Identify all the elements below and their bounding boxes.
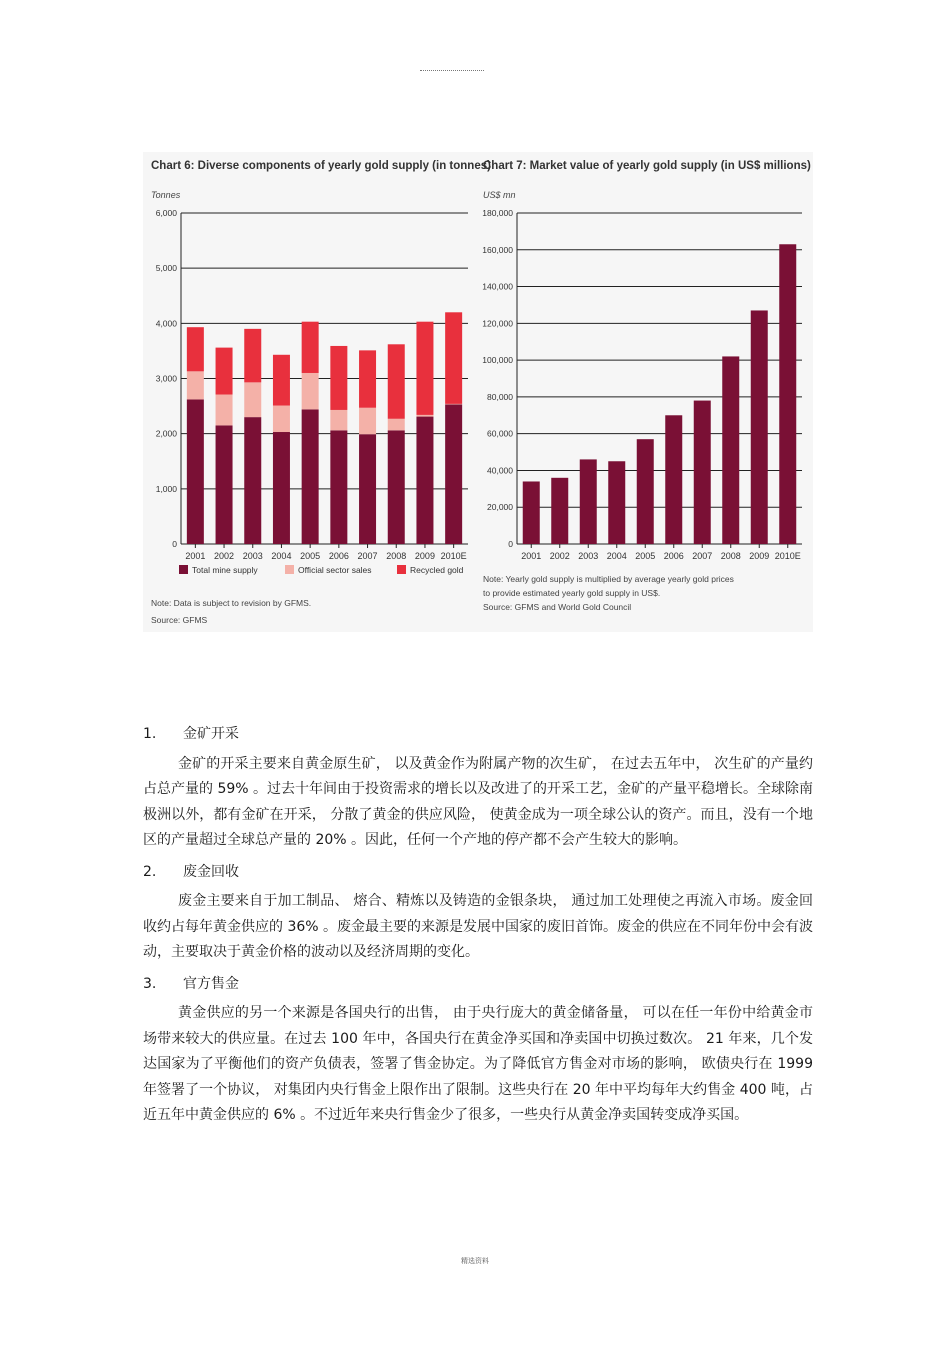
legend-swatch [179,565,188,574]
section-heading [143,860,813,886]
bar-recycled-gold [216,348,233,395]
bar-recycled-gold [187,327,204,371]
chart-note: Note: Yearly gold supply is multiplied by average yearly gold prices [483,574,734,584]
bar-total-mine-supply [359,434,376,544]
chart-note: to provide estimated yearly gold supply in US$. [483,588,661,598]
x-tick-label: 2005 [300,551,321,561]
bar-market-value [722,356,739,544]
x-tick-label: 2010E [774,551,801,561]
section-title: 废金回收 [183,863,239,880]
section-paragraph: 废金主要来自于加工制品、 熔合、精炼以及铸造的金银条块， 通过加工处理使之再流入市场。废金回收约占每年黄金供应的 36% 。废金最主要的来源是发展中国家的废旧首饰。废金的供应在不同年份中会有波动，主要取决于黄金价格的波动以及经济周期的变化。 [143,893,814,960]
bar-recycled-gold [445,312,462,404]
x-tick-label: 2003 [242,551,263,561]
bar-market-value [580,459,597,544]
x-tick-label: 2008 [720,551,741,561]
bar-total-mine-supply [330,430,347,544]
x-tick-label: 2007 [692,551,713,561]
chart-note: Source: GFMS and World Gold Council [483,602,632,612]
x-tick-label: 2001 [521,551,542,561]
bar-official-sector-sales [187,371,204,399]
legend-swatch [397,565,406,574]
chart-title: Chart 6: Diverse components of yearly gold supply (in tonnes) [151,160,491,172]
y-tick-label: 60,000 [487,428,513,439]
bar-official-sector-sales [216,394,233,425]
y-tick-label: 4,000 [155,318,177,329]
x-tick-label: 2001 [185,551,206,561]
bar-official-sector-sales [359,408,376,434]
x-tick-label: 2007 [357,551,378,561]
bar-total-mine-supply [216,425,233,544]
y-tick-label: 40,000 [487,465,513,476]
bar-market-value [694,401,711,544]
bar-recycled-gold [330,346,347,410]
bar-market-value [751,310,768,544]
chart-title: Chart 7: Market value of yearly gold supply (in US$ millions) [483,160,811,172]
header-rule [420,70,484,71]
x-tick-label: 2010E [440,551,467,561]
x-tick-label: 2008 [386,551,407,561]
bar-official-sector-sales [302,373,319,409]
section-number: 1. [143,726,157,742]
bar-market-value [665,415,682,544]
y-tick-label: 160,000 [482,244,513,255]
chart-note: Source: GFMS [151,615,208,625]
y-axis-label: Tonnes [151,190,181,200]
x-tick-label: 2004 [606,551,627,561]
bar-recycled-gold [416,322,433,415]
bar-market-value [608,461,625,544]
bar-official-sector-sales [445,404,462,405]
x-tick-label: 2006 [328,551,349,561]
y-tick-label: 180,000 [482,208,513,218]
section-3 [143,972,813,1129]
y-tick-label: 2,000 [155,428,177,439]
bar-total-mine-supply [388,430,405,544]
page-footer: 精选资料 [461,1257,489,1265]
section-heading [143,972,813,998]
bar-total-mine-supply [302,409,319,544]
y-tick-label: 1,000 [155,483,177,494]
y-tick-label: 3,000 [155,373,177,384]
section-paragraph: 黄金供应的另一个来源是各国央行的出售， 由于央行庞大的黄金储备量， 可以在任一年份中给黄金市场带来较大的供应量。在过去 100 年中，各国央行在黄金净买国和净卖国中切换过数次。 21 年来，几个发达国家为了平衡他们的资产负债表，签署了售金协定。为了降低官方售金对市场的影响， 欧债央行在 1999 年签署了一个协议， 对集团内央行售金上限作出了限制。这些央行在 20 年中平均每年大约售金 400 吨，占近五年中黄金供应的 6% 。不过近年来央行售金少了很多，一些央行从黄金净卖国转变成净买国。 [143,1005,813,1123]
bar-recycled-gold [302,322,319,373]
bar-official-sector-sales [244,382,261,417]
section-1 [143,722,813,854]
y-tick-label: 100,000 [482,355,513,366]
y-axis-label: US$ mn [483,190,516,200]
x-tick-label: 2006 [663,551,684,561]
legend-label: Official sector sales [298,565,372,575]
bar-recycled-gold [273,355,290,406]
bar-total-mine-supply [416,417,433,544]
bar-official-sector-sales [416,415,433,417]
section-number: 3. [143,975,157,992]
y-tick-label: 20,000 [487,502,513,513]
chart-note: Note: Data is subject to revision by GFMS. [151,598,312,608]
y-tick-label: 6,000 [155,208,177,218]
legend-label: Total mine supply [192,565,258,575]
bar-official-sector-sales [330,410,347,430]
bar-market-value [523,481,540,544]
chart-panel [143,152,813,632]
bar-market-value [551,478,568,544]
legend-label: Recycled gold [410,565,464,575]
bar-recycled-gold [244,329,261,383]
section-heading [143,722,813,748]
bar-total-mine-supply [187,399,204,544]
x-tick-label: 2005 [635,551,656,561]
x-tick-label: 2002 [549,551,570,561]
y-tick-label: 0 [508,539,513,549]
y-tick-label: 120,000 [482,318,513,329]
charts-figure [143,152,813,632]
x-tick-label: 2004 [271,551,292,561]
bar-recycled-gold [388,344,405,418]
bar-market-value [637,439,654,544]
bar-total-mine-supply [244,417,261,544]
legend-swatch [285,565,294,574]
y-tick-label: 80,000 [487,391,513,402]
x-tick-label: 2009 [749,551,770,561]
x-tick-label: 2002 [214,551,235,561]
section-title: 金矿开采 [183,726,239,742]
section-number: 2. [143,863,157,880]
bar-market-value [779,244,796,544]
section-2 [143,860,813,966]
bar-total-mine-supply [273,432,290,544]
bar-official-sector-sales [388,419,405,431]
section-paragraph: 金矿的开采主要来自黄金原生矿， 以及黄金作为附属产物的次生矿， 在过去五年中， 次生矿的产量约占总产量的 59% 。过去十年间由于投资需求的增长以及改进了的开采工艺，金矿的产量平稳增长。全球除南极洲以外，都有金矿在开采， 分散了黄金的供应风险， 使黄金成为一项全球公认的资产。而且，没有一个地区的产量超过全球总产量的 20% 。因此，任何一个产地的停产都不会产生较大的影响。 [143,755,814,848]
bar-official-sector-sales [273,406,290,432]
text-body [143,722,813,1135]
x-tick-label: 2003 [578,551,599,561]
y-tick-label: 0 [172,539,177,549]
y-tick-label: 5,000 [155,263,177,274]
y-tick-label: 140,000 [482,281,513,292]
bar-total-mine-supply [445,404,462,544]
bar-recycled-gold [359,350,376,407]
x-tick-label: 2009 [414,551,435,561]
section-title: 官方售金 [183,975,239,992]
